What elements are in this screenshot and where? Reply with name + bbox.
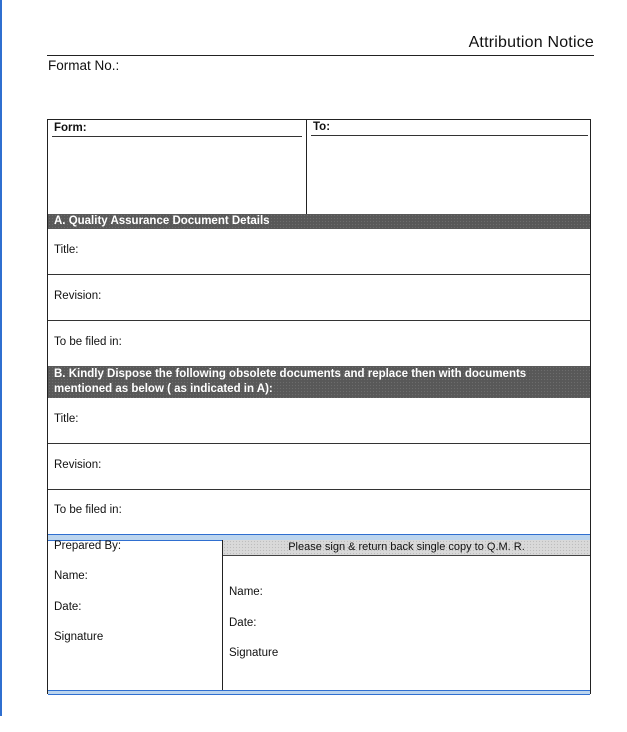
section-b-revision-label: Revision: <box>54 459 102 471</box>
from-to-divider <box>306 120 307 214</box>
section-b-filed-label: To be filed in: <box>54 504 122 516</box>
prepared-date-label: Date: <box>54 601 82 613</box>
format-number-label: Format No.: <box>48 58 120 73</box>
section-a-divider <box>48 320 590 321</box>
bottom-blue-band <box>48 690 590 695</box>
title-rule <box>47 55 594 56</box>
section-b-divider <box>48 489 590 490</box>
section-a-heading: A. Quality Assurance Document Details <box>48 214 590 229</box>
prepared-signature-label: Signature <box>54 631 104 643</box>
signoff-divider <box>222 540 223 690</box>
section-a-title-label: Title: <box>54 244 79 256</box>
prepared-name-label: Name: <box>54 570 88 582</box>
left-edge-border <box>0 0 2 716</box>
prepared-by-label: Prepared By: <box>54 540 122 552</box>
from-underline <box>52 136 302 137</box>
section-b-heading-line2: mentioned as below ( as indicated in A): <box>54 383 273 395</box>
section-a-filed-label: To be filed in: <box>54 336 122 348</box>
return-name-label: Name: <box>229 586 263 598</box>
section-b-heading <box>48 366 590 398</box>
notice-form <box>47 119 591 694</box>
section-b-divider <box>48 443 590 444</box>
to-underline <box>311 135 588 136</box>
section-a-revision-label: Revision: <box>54 290 102 302</box>
from-label: Form: <box>54 122 87 134</box>
document-title: Attribution Notice <box>468 34 594 51</box>
return-signature-label: Signature <box>229 647 279 659</box>
return-date-label: Date: <box>229 617 257 629</box>
to-label: To: <box>313 121 331 133</box>
section-b-title-label: Title: <box>54 413 79 425</box>
return-instruction-banner: Please sign & return back single copy to Q.M. R. <box>223 540 590 556</box>
section-b-heading-line1: B. Kindly Dispose the following obsolete documents and replace then with documents <box>54 368 527 380</box>
section-a-divider <box>48 274 590 275</box>
